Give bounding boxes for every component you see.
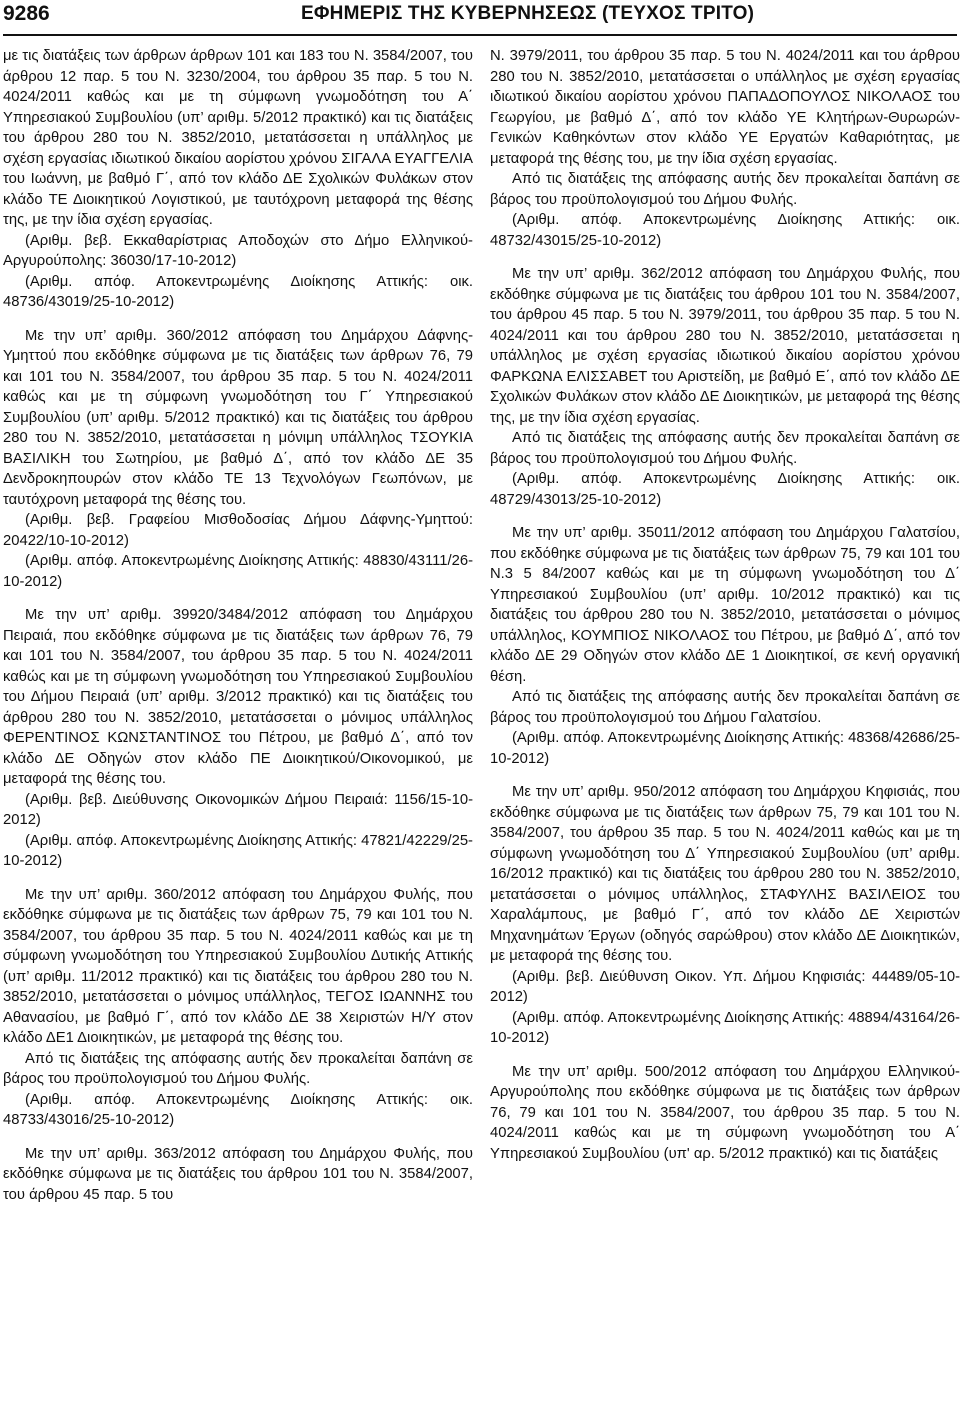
paragraph: Με την υπ’ αριθμ. 360/2012 απόφαση του Δημάρχου Δάφνης-Υμηττού που εκδόθηκε σύμφωνα με τις διατάξεις των άρθρων 76, 79 και 101 του Ν. 3584/2007, του άρθρου 35 παρ. 5 του Ν. 4024/2011 καθώς και με τη σύμφωνη γνωμοδότηση του Γ΄ Υπηρεσιακού Συμβουλίου (υπ’ αριθμ. 5/2012 πρακτικό) και τις διατάξεις του άρθρου 280 του Ν. 3852/2010, μετατάσσεται η μόνιμη υπάλληλος ΤΣΟΥΚΙΑ ΒΑΣΙΛΙΚΗ του Σωτηρίου, με βαθμό Δ΄, από τον κλάδο ΔΕ 35 Δενδροκηπουρών στον κλάδο ΤΕ 13 Τεχνολόγων Γεωπόνων, με ταυτόχρονη μεταφορά της θέσης του.	[3, 327, 473, 508]
paragraph: (Αριθμ. απόφ. Αποκεντρωμένης Διοίκησης Αττικής: οικ. 48732/43015/25-10-2012)	[490, 212, 960, 249]
left-column	[3, 46, 473, 1205]
paragraph: Με την υπ’ αριθμ. 39920/3484/2012 απόφαση του Δημάρχου Πειραιά, που εκδόθηκε σύμφωνα με τις διατάξεις των άρθρων 76, 79 και 101 του Ν. 3584/2007, του άρθρου 35 παρ. 5 του Ν. 4024/2011 καθώς και με τη σύμφωνη γνωμοδότηση του Υπηρεσιακού Συμβουλίου του Δήμου Πειραιά (υπ’ αριθμ. 3/2012 πρακτικό) και τις διατάξεις του άρθρου 280 του Ν. 3852/2010, μετατάσσεται ο μόνιμος υπάλληλος ΦΕΡΕΝΤΙΝΟΣ ΚΩΝΣΤΑΝΤΙΝΟΣ του Πέτρου, με βαθμό Δ΄, από τον κλάδο ΔΕ Οδηγών στον κλάδο ΠΕ Διοικητικού/Οικονομικού, με μεταφορά της θέσης του.	[3, 607, 473, 787]
paragraph: Με την υπ’ αριθμ. 35011/2012 απόφαση του Δημάρχου Γαλατσίου, που εκδόθηκε σύμφωνα με τις διατάξεις των άρθρων 75, 79 και 101 του Ν.3 5 84/2007 καθώς και με τη σύμφωνη γνωμοδότηση του Δ΄ Υπηρεσιακού Συμβουλίου (υπ’ αριθμ. 10/2012 πρακτικό) και τις διατάξεις του άρθρου 280 του Ν. 3852/2010, μετατάσσεται ο μόνιμος υπάλληλος, ΚΟΥΜΠΙΟΣ ΝΙΚΟΛΑΟΣ του Πέτρου, με βαθμό Δ΄, από τον κλάδο ΔΕ 29 Οδηγών στον κλάδο ΔΕ 1 Διοικητικοί, σε κενή οργανική θέση.	[490, 525, 960, 685]
paragraph: (Αριθμ. απόφ. Αποκεντρωμένης Διοίκησης Αττικής: οικ. 48733/43016/25-10-2012)	[3, 1091, 473, 1128]
paragraph: (Αριθμ. απόφ. Αποκεντρωμένης Διοίκησης Αττικής: 47821/42229/25-10-2012)	[3, 832, 473, 869]
paragraph: Από τις διατάξεις της απόφασης αυτής δεν προκαλείται δαπάνη σε βάρος του προϋπολογισμού του Δήμου Φυλής.	[490, 171, 960, 208]
paragraph: με τις διατάξεις των άρθρων άρθρων 101 και 183 του Ν. 3584/2007, του άρθρου 12 παρ. 5 του Ν. 3230/2004, του άρθρου 35 παρ. 5 του Ν. 4024/2011 καθώς και με τη σύμφωνη γνωμοδότηση του Α΄ Υπηρεσιακού Συμβουλίου (υπ’ αριθμ. 5/2012 πρακτικό) και τις διατάξεις του άρθρου 280 του Ν. 3852/2010, μετατάσσεται η υπάλληλος με σχέση εργασίας ιδιωτικού δικαίου αορίστου χρόνου ΣΙΓΑΛΑ ΕΥΑΓΓΕΛΙΑ του Ιωάννη, με βαθμό Γ΄, από τον κλάδο ΔΕ Σχολικών Φυλάκων στον κλάδο ΤΕ Διοικητικού Λογιστικού, με ταυτόχρονη μεταφορά της θέσης της, με την ίδια σχέση εργασίας.	[3, 48, 473, 228]
page-number: 9286	[3, 2, 50, 25]
paragraph: (Αριθμ. απόφ. Αποκεντρωμένης Διοίκησης Αττικής: 48894/43164/26-10-2012)	[490, 1009, 960, 1046]
paragraph: Με την υπ’ αριθμ. 362/2012 απόφαση του Δημάρχου Φυλής, που εκδόθηκε σύμφωνα με τις διατάξεις του άρθρου 101 του Ν. 3584/2007, του άρθρου 45 παρ. 5 του Ν. 3979/2011, του άρθρου 35 παρ. 5 του Ν. 4024/2011 και του άρθρου 280 του Ν. 3852/2010, μετατάσσεται η υπάλληλος με σχέση εργασίας ιδιωτικού δικαίου αορίστου χρόνου ΦΑΡΚΩΝΑ ΕΛΙΣΣΑΒΕΤ του Αριστείδη, με βαθμό Ε΄, από τον κλάδο ΔΕ Σχολικών Φυλάκων στον κλάδο ΔΕ Διοικητικών, με μεταφορά της θέσης της, με την ίδια σχέση εργασίας.	[490, 266, 960, 426]
paragraph: Με την υπ’ αριθμ. 360/2012 απόφαση του Δημάρχου Φυλής, που εκδόθηκε σύμφωνα με τις διατάξεις των άρθρων 75, 79 και 101 του Ν. 3584/2007, του άρθρου 35 παρ. 5 του Ν. 4024/2011 καθώς και με τη σύμφωνη γνωμοδότηση του Υπηρεσιακού Συμβουλίου Δυτικής Αττικής (υπ’ αριθμ. 11/2012 πρακτικό) και τις διατάξεις του άρθρου 280 του Ν. 3852/2010, μετατάσσεται ο μόνιμος υπάλληλος, ΤΕΓΟΣ ΙΩΑΝΝΗΣ του Αθανασίου, με βαθμό Γ΄, από τον κλάδο ΔΕ 38 Χειριστών Η/Υ στον κλάδο ΔΕ1 Διοικητικών, με μεταφορά της θέσης του.	[3, 886, 473, 1046]
page-header	[3, 0, 957, 36]
paragraph: (Αριθμ. απόφ. Αποκεντρωμένης Διοίκησης Αττικής: 48368/42686/25-10-2012)	[490, 730, 960, 767]
paragraph: Από τις διατάξεις της απόφασης αυτής δεν προκαλείται δαπάνη σε βάρος του προϋπολογισμού του Δήμου Φυλής.	[3, 1050, 473, 1087]
paragraph: (Αριθμ. απόφ. Αποκεντρωμένης Διοίκησης Αττικής: οικ. 48736/43019/25-10-2012)	[3, 273, 473, 310]
paragraph: Με την υπ’ αριθμ. 500/2012 απόφαση του Δημάρχου Ελληνικού-Αργυρούπολης που εκδόθηκε σύμφωνα με τις διατάξεις των άρθρων 76, 79 και 101 του Ν. 3584/2007, του άρθρου 35 παρ. 5 του Ν. 4024/2011 καθώς και με τη σύμφωνη γνωμοδότηση του Α΄ Υπηρεσιακού Συμβουλίου (υπ' αρ. 5/2012 πρακτικό) και τις διατάξεις	[490, 1063, 960, 1162]
paragraph: Ν. 3979/2011, του άρθρου 35 παρ. 5 του Ν. 4024/2011 και του άρθρου 280 του Ν. 3852/2010, μετατάσσεται ο υπάλληλος με σχέση εργασίας ιδιωτικού δικαίου αορίστου χρόνου ΠΑΠΑΔΟΠΟΥΛΟΣ ΝΙΚΟΛΑΟΣ του Γεωργίου, με βαθμό Δ΄, από τον κλάδο ΥΕ Κλητήρων-Θυρωρών-Γενικών Καθηκόντων στον κλάδο ΥΕ Εργατών Καθαριότητας, με μεταφορά της θέσης του, με την ίδια σχέση εργασίας.	[490, 48, 960, 167]
paragraph: Από τις διατάξεις της απόφασης αυτής δεν προκαλείται δαπάνη σε βάρος του προϋπολογισμού του Δήμου Γαλατσίου.	[490, 689, 960, 726]
paragraph: (Αριθμ. βεβ. Εκκαθαρίστριας Αποδοχών στο Δήμο Ελληνικού-Αργυρούπολης: 36030/17-10-2012)	[3, 232, 473, 269]
paragraph: Από τις διατάξεις της απόφασης αυτής δεν προκαλείται δαπάνη σε βάρος του προϋπολογισμού του Δήμου Φυλής.	[490, 430, 960, 467]
paragraph: Με την υπ’ αριθμ. 363/2012 απόφαση του Δημάρχου Φυλής, που εκδόθηκε σύμφωνα με τις διατάξεις του άρθρου 101 του Ν. 3584/2007, του άρθρου 45 παρ. 5 του	[3, 1145, 473, 1203]
paragraph: Με την υπ’ αριθμ. 950/2012 απόφαση του Δημάρχου Κηφισιάς, που εκδόθηκε σύμφωνα με τις διατάξεις των άρθρων 75, 79 και 101 του Ν. 3584/2007, του άρθρου 35 παρ. 5 του Ν. 4024/2011 καθώς και με τη σύμφωνη γνωμοδότηση του Δ΄ Υπηρεσιακού Συμβουλίου (υπ’ αριθμ. 16/2012 πρακτικό) και τις διατάξεις του άρθρου 280 του Ν. 3852/2010, μετατάσσεται ο μόνιμος υπάλληλος, ΣΤΑΦΥΛΗΣ ΒΑΣΙΛΕΙΟΣ του Χαραλάμπους, με βαθμό Γ΄, από τον κλάδο ΔΕ Χειριστών Μηχανημάτων Έργων (οδηγός σαρώθρου) στον κλάδο ΔΕ Διοικητικών, με μεταφορά της θέσης του.	[490, 784, 960, 964]
journal-title: ΕΦΗΜΕΡΙΣ ΤΗΣ ΚΥΒΕΡΝΗΣΕΩΣ (ΤΕΥΧΟΣ ΤΡΙΤΟ)	[301, 3, 755, 24]
paragraph: (Αριθμ. απόφ. Αποκεντρωμένης Διοίκησης Αττικής: οικ. 48729/43013/25-10-2012)	[490, 471, 960, 508]
paragraph: (Αριθμ. βεβ. Γραφείου Μισθοδοσίας Δήμου Δάφνης-Υμηττού: 20422/10-10-2012)	[3, 512, 473, 549]
right-column	[490, 46, 960, 1164]
paragraph: (Αριθμ. βεβ. Διεύθυνση Οικον. Υπ. Δήμου Κηφισιάς: 44489/05-10-2012)	[490, 968, 960, 1005]
paragraph: (Αριθμ. απόφ. Αποκεντρωμένης Διοίκησης Αττικής: 48830/43111/26-10-2012)	[3, 553, 473, 590]
paragraph: (Αριθμ. βεβ. Διεύθυνσης Οικονομικών Δήμου Πειραιά: 1156/15-10-2012)	[3, 791, 473, 828]
